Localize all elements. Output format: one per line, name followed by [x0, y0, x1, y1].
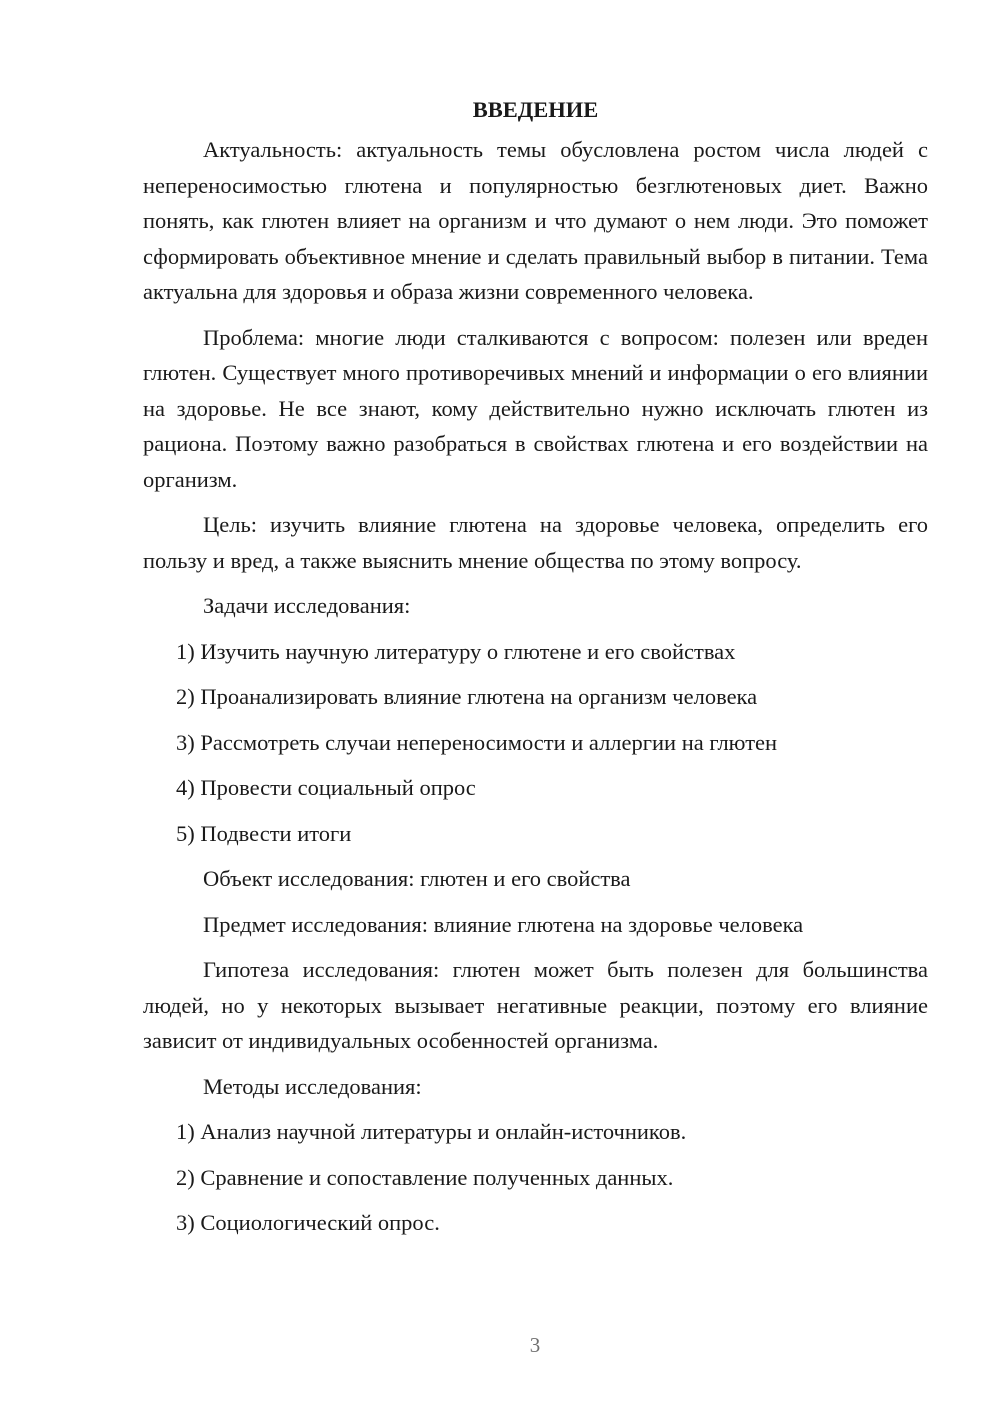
- research-subject: Предмет исследования: влияние глютена на здоровье человека: [203, 911, 804, 937]
- page-content: [143, 92, 928, 1251]
- task-item: 2) Проанализировать влияние глютена на организм человека: [176, 684, 758, 709]
- task-item: 3) Рассмотреть случаи непереносимости и аллергии на глютен: [176, 729, 778, 755]
- methods-list: [143, 1114, 928, 1241]
- tasks-list: [143, 634, 928, 852]
- section-heading: ВВЕДЕНИЕ: [472, 97, 599, 122]
- method-item: 3) Социологический опрос.: [176, 1210, 440, 1235]
- tasks-title: Задачи исследования:: [203, 593, 411, 618]
- problem-paragraph: Проблема: многие люди сталкиваются с вопросом: полезен или вреден глютен. Существует много противоречивых мнений и информации о его влиянии на здоровье. Не все знают, кому действительно нужно исключать глютен из рациона. Поэтому важно разобраться в свойствах глютена и его воздействии на организм.: [143, 324, 928, 492]
- goal-paragraph: Цель: изучить влияние глютена на здоровье человека, определить его пользу и вред, а также выяснить мнение общества по этому вопросу.: [143, 512, 928, 573]
- method-item: 1) Анализ научной литературы и онлайн-источников.: [176, 1119, 687, 1144]
- hypothesis-paragraph: Гипотеза исследования: глютен может быть полезен для большинства людей, но у некоторых вызывает негативные реакции, поэтому его влияние зависит от индивидуальных особенностей организма.: [143, 957, 928, 1053]
- task-item: 1) Изучить научную литературу о глютене и его свойствах: [176, 638, 736, 664]
- methods-title: Методы исследования:: [203, 1073, 422, 1099]
- task-item: 5) Подвести итоги: [176, 820, 352, 846]
- page-number: 3: [529, 1333, 541, 1357]
- relevance-paragraph: Актуальность: актуальность темы обусловлена ростом числа людей с непереносимостью глютена и популярностью безглютеновых диет. Важно понять, как глютен влияет на организм и что думают о нем люди. Это поможет сформировать объективное мнение и сделать правильный выбор в питании. Тема актуальна для здоровья и образа жизни современного человека.: [143, 137, 928, 304]
- method-item: 2) Сравнение и сопоставление полученных данных.: [176, 1164, 674, 1190]
- task-item: 4) Провести социальный опрос: [176, 775, 476, 800]
- research-object: Объект исследования: глютен и его свойства: [203, 866, 631, 891]
